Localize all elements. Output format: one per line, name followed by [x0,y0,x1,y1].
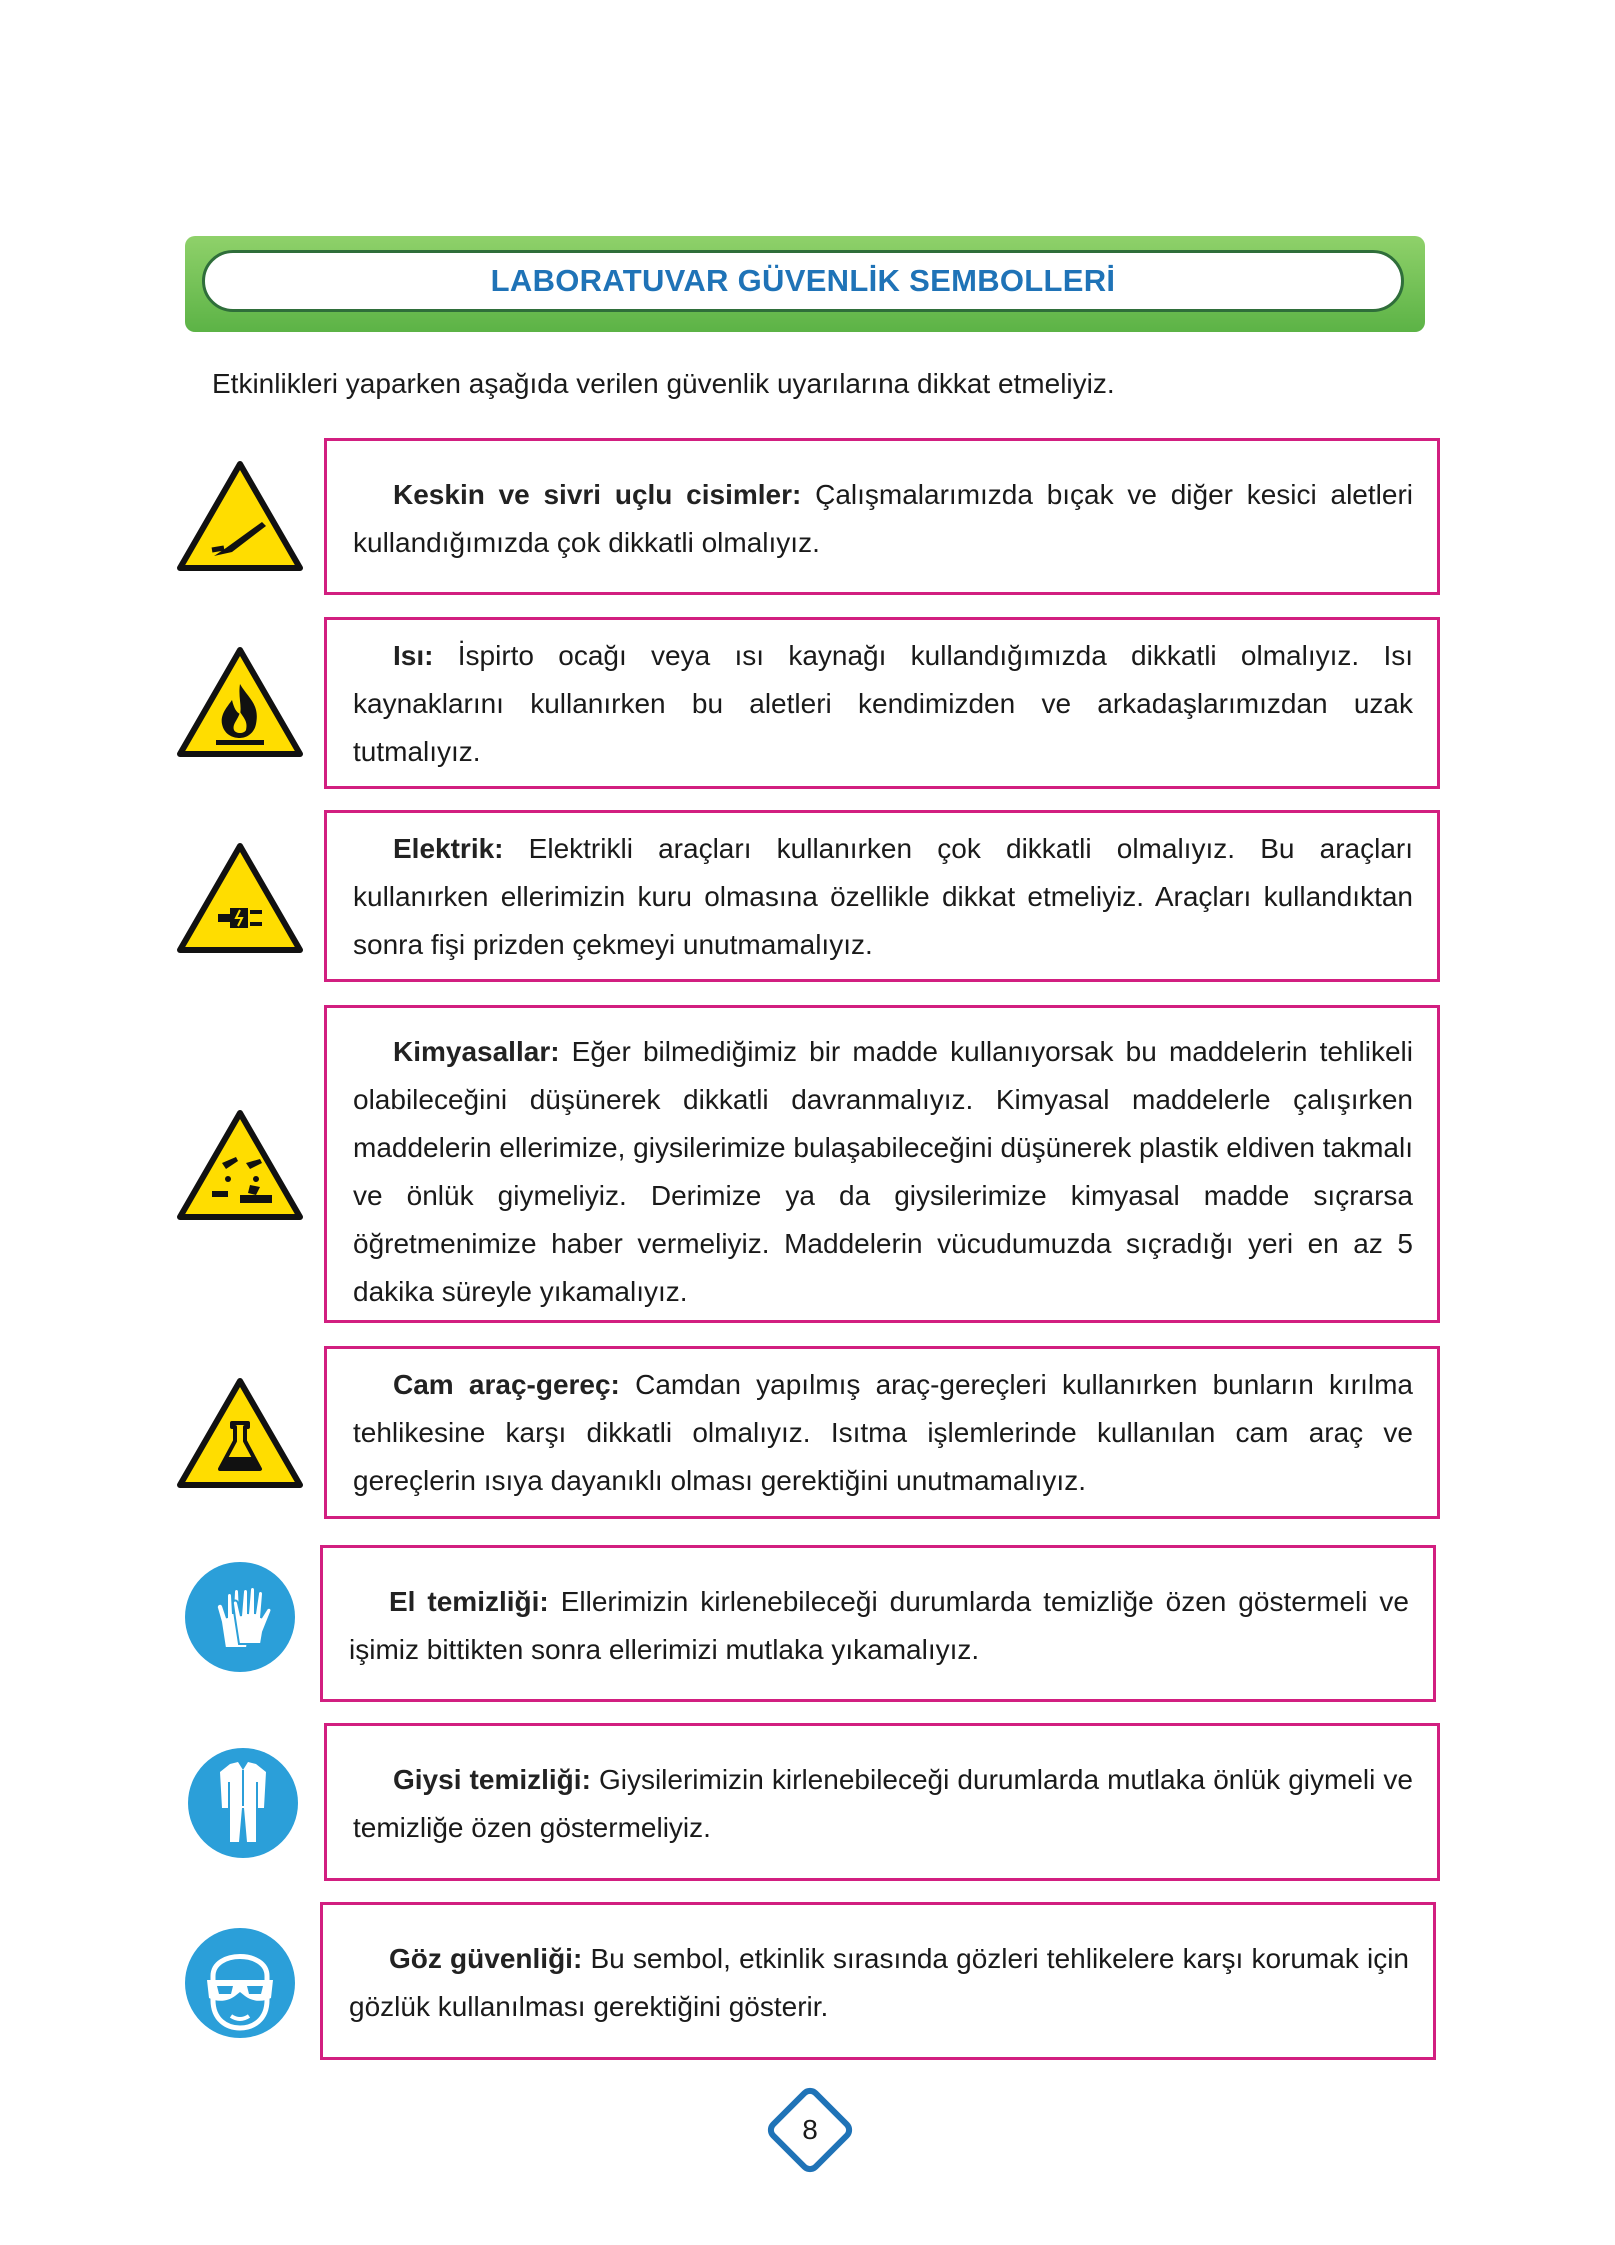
warning-box-sharp-objects [324,438,1440,595]
title-pill [202,250,1404,312]
warning-box-glassware [324,1346,1440,1519]
heat-flame-warning-icon [176,646,304,758]
warning-title: Isı: [393,640,434,671]
warning-title: Göz güvenliği: [389,1943,583,1974]
warning-title: Kimyasallar: [393,1036,560,1067]
title-band [185,236,1425,332]
warning-text: Ellerimizin kirlenebileceği durumlarda temizliğe özen göstermeli ve işimiz bittikten sonra ellerimizi mutlaka yıkamalıyız. [349,1586,1409,1665]
warning-text: İspirto ocağı veya ısı kaynağı kullandığımızda dikkatli olmalıyız. Isı kaynaklarını kullanırken bu aletleri kendimizden ve arkadaşlarımızdan uzak tutmalıyız. [353,640,1413,767]
warning-box-electricity [324,810,1440,982]
warning-text: Elektrikli araçları kullanırken çok dikkatli olmalıyız. Bu araçları kullanırken ellerimizin kuru olmasına özellikle dikkat etmeliyiz. Araçları kullandıktan sonra fişi prizden çekmeyi unutmamalıyız. [353,833,1413,960]
glassware-flask-warning-icon [176,1377,304,1489]
page-title: LABORATUVAR GÜVENLİK SEMBOLLERİ [490,263,1116,298]
warning-box-chemicals [324,1005,1440,1323]
warning-title: Elektrik: [393,833,504,864]
page-number-badge [760,2080,860,2180]
warning-text: Bu sembol, etkinlik sırasında gözleri tehlikelere karşı korumak için gözlük kullanılması gerektiğini gösterir. [349,1943,1409,2022]
safety-goggles-icon [183,1926,297,2040]
protective-clothing-icon [186,1746,300,1860]
gloves-icon [183,1560,297,1674]
warning-title: Giysi temizliği: [393,1764,591,1795]
chemical-corrosive-warning-icon [176,1109,304,1221]
intro-text: Etkinlikleri yaparken aşağıda verilen güvenlik uyarılarına dikkat etmeliyiz. [212,368,1115,399]
warning-title: Keskin ve sivri uçlu cisimler: [393,479,802,510]
warning-text: Camdan yapılmış araç-gereçleri kullanırken bunların kırılma tehlikesine karşı dikkatli olmalıyız. Isıtma işlemlerinde kullanılan cam araç ve gereçlerin ısıya dayanıklı olması gerektiğini unutmamalıyız. [353,1369,1413,1496]
warning-text: Giysilerimizin kirlenebileceği durumlarda mutlaka önlük giymeli ve temizliğe özen göstermeliyiz. [353,1764,1413,1843]
warning-title: Cam araç-gereç: [393,1369,620,1400]
warning-box-clothing [324,1723,1440,1881]
page-number: 8 [802,2114,818,2145]
warning-box-hand-hygiene [320,1545,1436,1702]
sharp-object-warning-icon [176,460,304,572]
warning-text: Çalışmalarımızda bıçak ve diğer kesici aletleri kullandığımızda çok dikkatli olmalıyız. [353,479,1413,558]
warning-text: Eğer bilmediğimiz bir madde kullanıyorsak bu maddelerin tehlikeli olabileceğini düşünerek dikkatli davranmalıyız. Kimyasal maddelerle çalışırken maddelerin ellerimize, giysilerimize bulaşabileceğini düşünerek plastik eldiven takmalı ve önlük giymeliyiz. Derimize ya da giysilerimize kimyasal madde sıçrarsa öğretmenimize haber vermeliyiz. Maddelerin vücudumuzda sıçradığı yeri en az 5 dakika süreyle yıkamalıyız. [353,1036,1413,1307]
warning-box-eye-safety [320,1902,1436,2060]
electric-plug-warning-icon [176,842,304,954]
warning-box-heat [324,617,1440,789]
warning-title: El temizliği: [389,1586,549,1617]
